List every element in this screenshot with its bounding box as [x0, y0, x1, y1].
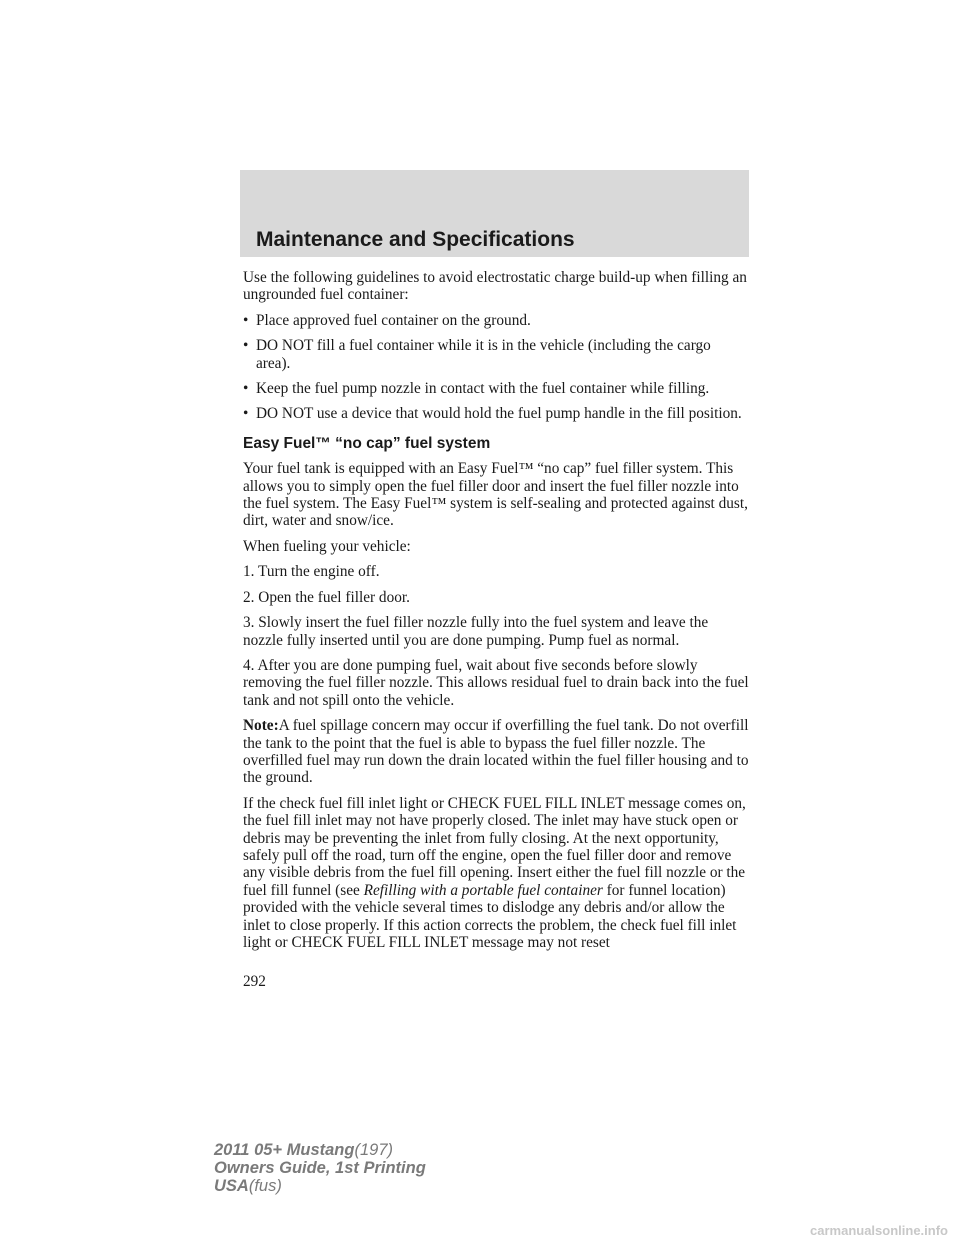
footer-line	[214, 1177, 426, 1195]
watermark-text: carmanualsonline.info	[810, 1223, 948, 1238]
footer-line	[214, 1159, 426, 1177]
footer-model-code: (197)	[354, 1141, 393, 1159]
list-item	[243, 337, 749, 372]
section-heading: Easy Fuel™ “no cap” fuel system	[243, 434, 491, 452]
footer-printing: Owners Guide, 1st Printing	[214, 1159, 426, 1177]
section-title: Maintenance and Specifications	[256, 228, 575, 251]
list-item-text: DO NOT fill a fuel container while it is in the vehicle (including the cargo area).	[256, 337, 711, 372]
list-item	[243, 380, 749, 397]
list-item-text: Keep the fuel pump nozzle in contact with the fuel container while filling.	[256, 380, 710, 398]
bullet-icon: •	[243, 380, 249, 398]
footer-model: 2011 05+ Mustang	[214, 1141, 355, 1159]
section-intro-paragraph: Your fuel tank is equipped with an Easy Fuel™ “no cap” fuel filler system. This allows you to simply open the fuel filler door and insert the fuel filler nozzle into the fuel system. The Easy Fuel™ system is self-sealing and protected against dust, dirt, water and snow/ice.	[243, 460, 748, 530]
note-paragraph	[243, 717, 749, 787]
inlet-text-after: for funnel location) provided with the vehicle several times to dislodge any debris and/or allow the inlet to close properly. If this action corrects the problem, the check fuel fill inlet light or CHECK FUEL FILL INLET message may not reset	[243, 881, 737, 951]
footer-market-code: (fus)	[248, 1177, 282, 1195]
list-item-text: DO NOT use a device that would hold the fuel pump handle in the fill position.	[256, 405, 742, 423]
inlet-text-before: If the check fuel fill inlet light or CHECK FUEL FILL INLET message comes on, the fuel fill inlet may not have properly closed. The inlet may have stuck open or debris may be preventing the inlet from fully closing. At the next opportunity, safely pull off the road, turn off the engine, open the fuel filler door and remove any visible debris from the fuel fill opening. Insert either the fuel fill nozzle or the fuel fill funnel (see	[243, 794, 746, 899]
bullet-icon: •	[243, 337, 249, 355]
list-item	[243, 405, 749, 422]
inlet-paragraph	[243, 795, 749, 952]
note-text: A fuel spillage concern may occur if overfilling the fuel tank. Do not overfill the tank to the point that the fuel is able to bypass the fuel filler nozzle. The overfilled fuel may run down the drain located within the fuel filler housing and to the ground.	[243, 717, 749, 787]
step-item: 1. Turn the engine off.	[243, 563, 380, 581]
list-item-text: Place approved fuel container on the ground.	[256, 311, 531, 329]
bullet-icon: •	[243, 405, 249, 423]
list-item	[243, 312, 749, 329]
step-item: 3. Slowly insert the fuel filler nozzle fully into the fuel system and leave the nozzle fully inserted until you are done pumping. Pump fuel as normal.	[243, 614, 709, 649]
page-number: 292	[243, 973, 266, 990]
footer-market: USA	[214, 1177, 249, 1195]
print-footer	[214, 1141, 426, 1195]
guideline-list	[243, 312, 749, 423]
intro-paragraph: Use the following guidelines to avoid electrostatic charge build-up when filling an ungrounded fuel container:	[243, 269, 747, 304]
bullet-icon: •	[243, 311, 249, 329]
section-header-band	[240, 170, 749, 257]
step-item: 4. After you are done pumping fuel, wait about five seconds before slowly removing the fuel filler nozzle. This allows residual fuel to drain back into the fuel tank and not spill onto the vehicle.	[243, 656, 749, 709]
note-label: Note:	[243, 717, 279, 735]
page-content	[243, 269, 749, 959]
section-reference: Refilling with a portable fuel container	[363, 881, 603, 899]
footer-line	[214, 1141, 426, 1159]
fueling-lead: When fueling your vehicle:	[243, 537, 411, 555]
step-item: 2. Open the fuel filler door.	[243, 588, 410, 606]
